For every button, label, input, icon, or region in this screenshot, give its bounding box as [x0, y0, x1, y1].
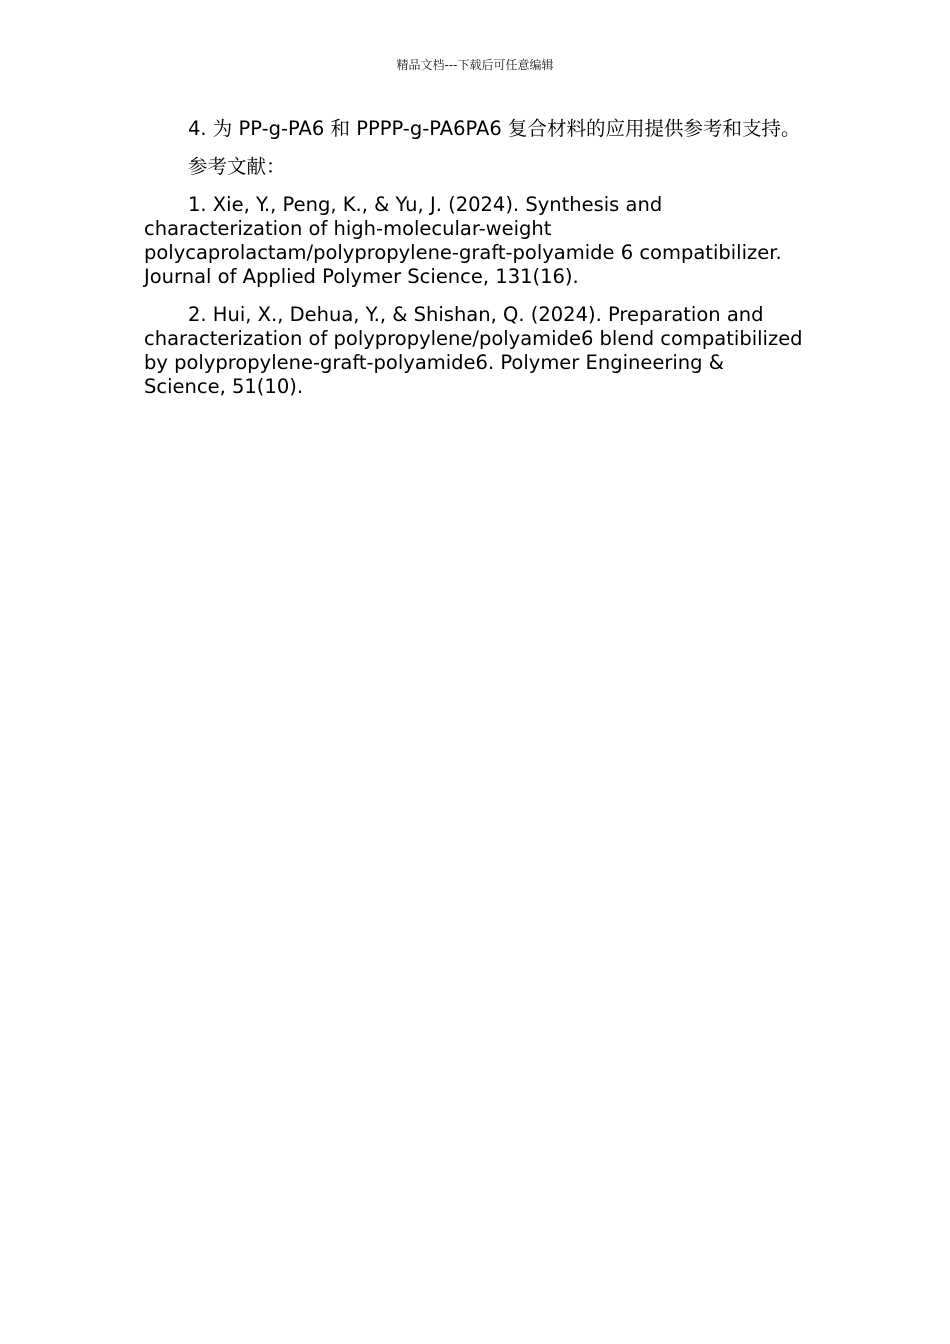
list-item-4: 4. 为 PP-g-PA6 和 PPPP-g-PA6PA6 复合材料的应用提供参考和支持。 — [188, 117, 801, 140]
references-heading: 参考文献： — [188, 155, 286, 178]
reference-item-1: 1. Xie, Y., Peng, K., & Yu, J. (2024). Synthesis and characterization of high-molecular-weight polycaprolactam/polypropylene-graft-polyamide 6 compatibilizer. Journal of Applied Polymer Science, 131(16). — [144, 193, 782, 288]
page-header: 精品文档---下载后可任意编辑 — [396, 58, 554, 72]
reference-item-2: 2. Hui, X., Dehua, Y., & Shishan, Q. (2024). Preparation and characterization of polypropylene/polyamide6 blend compatibilized by polypropylene-graft-polyamide6. Polymer Engineering & Science, 51(10). — [144, 303, 803, 398]
document-body — [144, 117, 809, 399]
